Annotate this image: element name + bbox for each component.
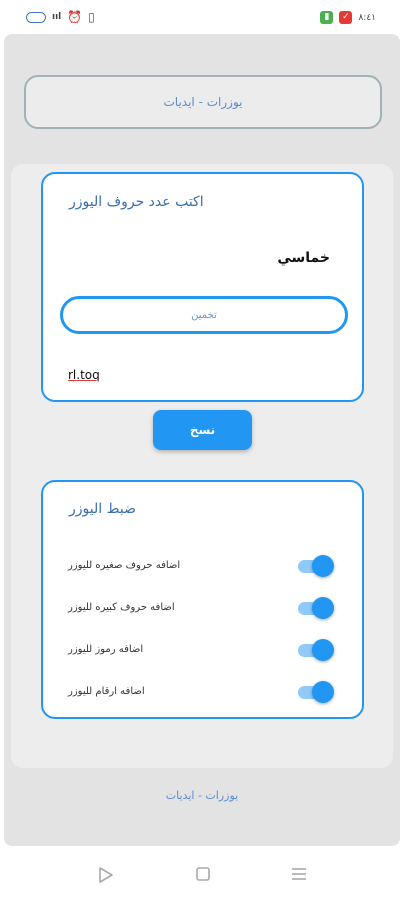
settings-card xyxy=(41,480,364,719)
battery-icon: ▮ xyxy=(320,11,333,24)
switch-knob xyxy=(312,555,334,577)
clock: ٨:٤١ xyxy=(358,12,376,23)
app-title: يوزرات - ايديات xyxy=(163,95,243,109)
alarm-icon: ⏰ xyxy=(67,10,83,24)
toggle-label: اضافه رموز لليوزر xyxy=(68,644,144,655)
hamburger-icon[interactable] xyxy=(291,866,307,885)
lowercase-switch[interactable] xyxy=(298,554,338,578)
symbols-switch[interactable] xyxy=(298,638,338,662)
toggle-row-symbols xyxy=(43,634,362,668)
generated-username: rl.toq xyxy=(68,368,100,382)
switch-knob xyxy=(312,681,334,703)
copy-button[interactable]: نسخ xyxy=(153,410,252,450)
status-right xyxy=(320,11,376,24)
vibrate-icon: ▯ xyxy=(88,10,95,24)
numbers-switch[interactable] xyxy=(298,680,338,704)
footer-text: يوزرات - ايديات xyxy=(165,789,239,802)
status-bar xyxy=(0,0,404,34)
generator-card-title: اكتب عدد حروف اليوزر xyxy=(69,194,204,210)
square-icon[interactable] xyxy=(196,866,210,885)
uppercase-switch[interactable] xyxy=(298,596,338,620)
header-title-box xyxy=(24,75,382,129)
username-length-type[interactable]: خماسي xyxy=(277,250,330,266)
toggle-label: اضافه حروف كبيره لليوزر xyxy=(68,602,175,613)
toggle-row-uppercase xyxy=(43,592,362,626)
toggle-row-lowercase xyxy=(43,550,362,584)
link-icon xyxy=(26,12,46,23)
guess-input[interactable] xyxy=(77,310,331,321)
notification-icon: ✓ xyxy=(339,11,352,24)
switch-knob xyxy=(312,639,334,661)
settings-card-title: ضبط اليوزر xyxy=(69,501,136,517)
guess-field[interactable] xyxy=(60,296,348,334)
switch-knob xyxy=(312,597,334,619)
toggle-label: اضافه ارقام لليوزر xyxy=(68,686,145,697)
navigation-bar xyxy=(0,848,404,900)
generator-card xyxy=(41,172,364,402)
toggle-label: اضافه حروف صغيره لليوزر xyxy=(68,560,181,571)
play-triangle-icon[interactable] xyxy=(98,866,114,888)
status-left xyxy=(26,11,95,23)
signal-icon: ııl xyxy=(52,12,62,22)
toggle-row-numbers xyxy=(43,676,362,710)
